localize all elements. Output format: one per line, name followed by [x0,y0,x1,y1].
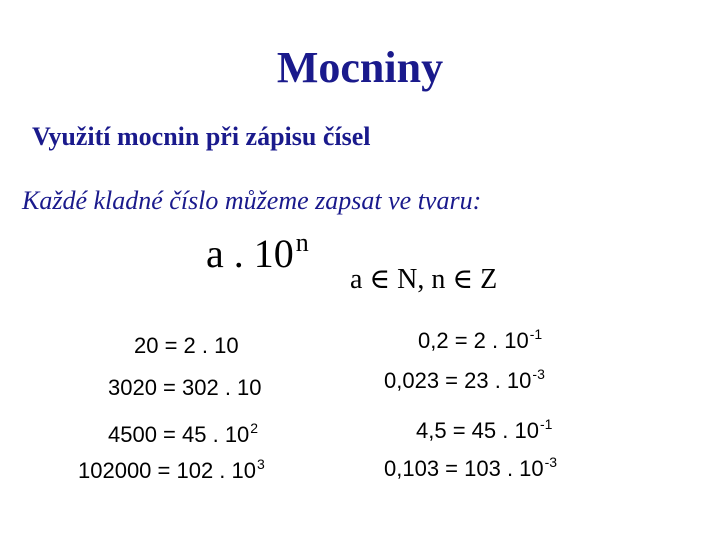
example-text: 0,103 = 103 . 10 [384,456,544,481]
example-text: 20 = 2 . 10 [134,333,239,358]
example-text: 4,5 = 45 . 10 [416,418,539,443]
example-exponent: -3 [532,366,545,382]
page-title: Mocniny [276,43,444,92]
statement-text: Každé kladné číslo můžeme zapsat ve tvaru: [22,186,482,215]
formula-exponent: n [295,228,309,257]
example-exponent: -1 [529,326,543,342]
example-text: 0,2 = 2 . 10 [418,328,529,353]
example-text: 102000 = 102 . 10 [78,458,256,483]
general-formula [206,228,309,277]
example-exponent: -3 [544,454,558,470]
example-exponent: 3 [257,456,265,472]
example-exponent: -1 [539,416,553,432]
example-right-3 [416,416,552,444]
formula-base: a . 10 [206,231,294,276]
example-right-2 [384,366,545,394]
example-left-3 [108,420,258,448]
example-text: 4500 = 45 . 10 [108,422,250,447]
example-left-4 [78,456,265,484]
example-text: 0,023 = 23 . 10 [384,368,532,393]
subtitle: Využití mocnin při zápisu čísel [32,122,371,151]
example-left-2 [108,373,263,401]
example-right-1 [418,326,542,354]
example-right-4 [384,454,557,482]
example-text: 3020 = 302 . 10 [108,375,262,400]
example-exponent: 2 [250,420,259,436]
example-left-1 [134,331,240,359]
formula-condition: a ∈ N, n ∈ Z [350,264,498,295]
